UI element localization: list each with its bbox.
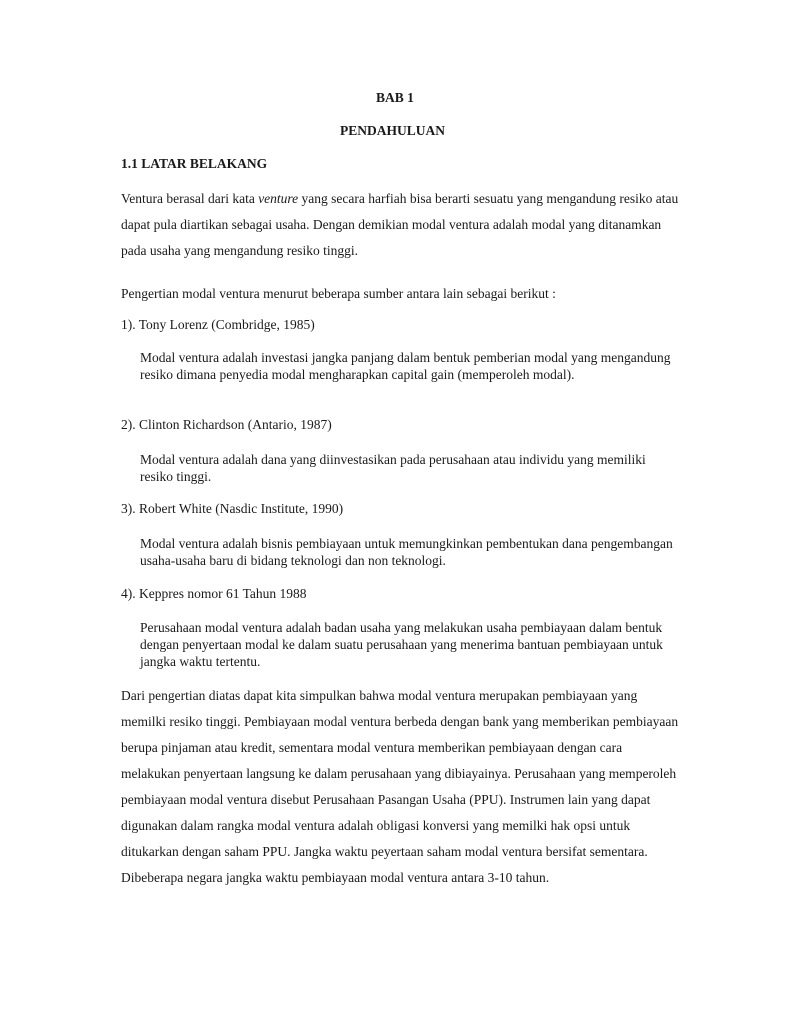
source-quote: Modal ventura adalah investasi jangka panjang dalam bentuk pemberian modal yang mengandung resiko dimana penyedia modal mengharapkan capital gain (memperoleh modal).: [140, 350, 671, 382]
source-quote: Modal ventura adalah bisnis pembiayaan untuk memungkinkan pembentukan dana pengembangan usaha-usaha baru di bidang teknologi dan non teknologi.: [140, 536, 673, 568]
source-title: 3). Robert White (Nasdic Institute, 1990): [121, 501, 344, 516]
chapter-number-text: BAB 1: [376, 90, 414, 105]
source-quote: Modal ventura adalah dana yang diinvestasikan pada perusahaan atau individu yang memiliki resiko tinggi.: [140, 452, 646, 484]
source-title: 4). Keppres nomor 61 Tahun 1988: [121, 586, 307, 601]
conclusion-paragraph: Dari pengertian diatas dapat kita simpulkan bahwa modal ventura merupakan pembiayaan yang memilki resiko tinggi. Pembiayaan modal ventura berbeda dengan bank yang memberikan pembiayaan berupa pinjaman atau kredit, sementara modal ventura memberikan pembiayaan dengan cara melakukan penyertaan langsung ke dalam perusahaan yang dibiayainya. Perusahaan yang memperoleh pembiayaan modal ventura disebut Perusahaan Pasangan Usaha (PPU). Instrumen lain yang dapat digunakan dalam rangka modal ventura adalah obligasi konversi yang memilki hak opsi untuk ditukarkan dengan saham PPU. Jangka waktu peyertaan saham modal ventura bersifat sementara. Dibeberapa negara jangka waktu pembiayaan modal ventura antara 3-10 tahun.: [121, 688, 679, 885]
intro-paragraph: [121, 186, 681, 264]
source-quote: Perusahaan modal ventura adalah badan usaha yang melakukan usaha pembiayaan dalam bentuk dengan penyertaan modal ke dalam suatu perusahaan yang menerima bantuan pembiayaan untuk jangka waktu tertentu.: [140, 620, 663, 669]
chapter-title-text: PENDAHULUAN: [340, 123, 446, 138]
section-heading: 1.1 LATAR BELAKANG: [121, 156, 268, 171]
definitions-intro: Pengertian modal ventura menurut beberapa sumber antara lain sebagai berikut :: [121, 286, 556, 301]
intro-italic-term: venture: [258, 191, 299, 206]
intro-text-end: yang secara harfiah bisa berarti sesuatu yang mengandung resiko atau dapat pula diartikan sebagai usaha. Dengan demikian modal ventura adalah modal yang ditanamkan pada usaha yang mengandung resiko tinggi.: [121, 191, 679, 258]
source-title: 1). Tony Lorenz (Combridge, 1985): [121, 317, 315, 332]
source-title: 2). Clinton Richardson (Antario, 1987): [121, 417, 332, 432]
intro-text-start: Ventura berasal dari kata: [121, 191, 259, 206]
